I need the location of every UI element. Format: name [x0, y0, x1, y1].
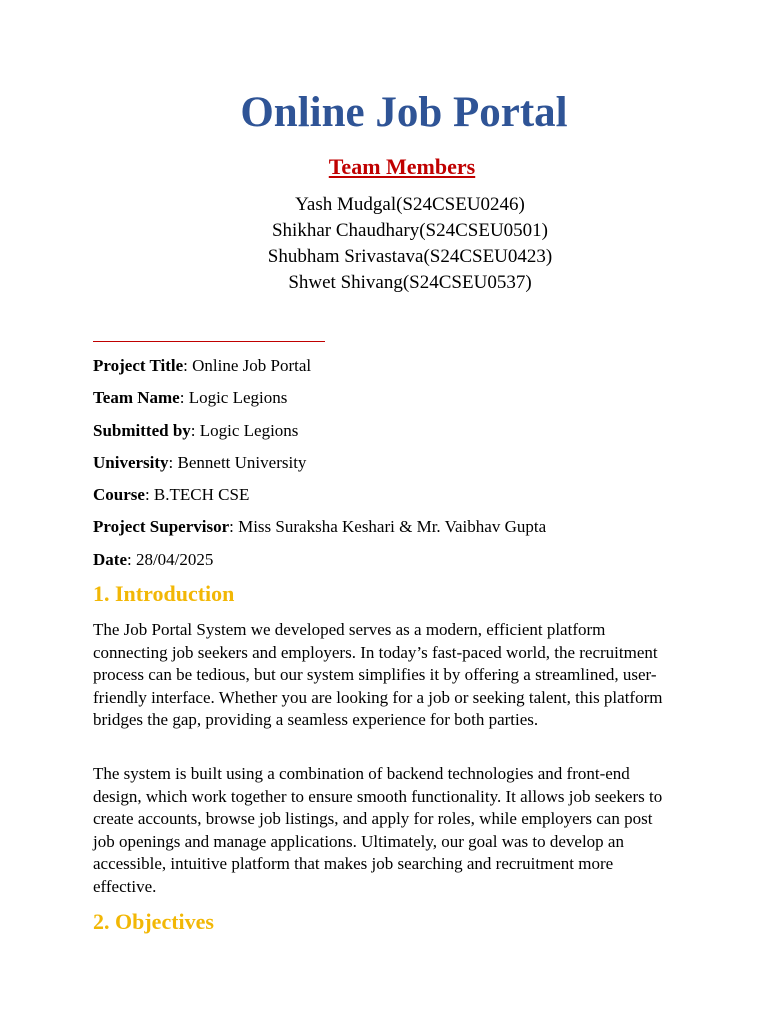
team-member: Yash Mudgal(S24CSEU0246) — [295, 194, 525, 215]
document-title: Online Job Portal — [240, 89, 568, 136]
team-member: Shwet Shivang(S24CSEU0537) — [288, 272, 532, 293]
info-value: : Logic Legions — [190, 420, 299, 440]
info-row-course — [93, 483, 693, 507]
info-value: : 28/04/2025 — [126, 549, 214, 569]
introduction-paragraph-1: The Job Portal System we developed serves as a modern, efficient platform connecting job seekers and employers. In today’s fast-paced world, the recruitment process can be tedious, but our system simplifies it by offering a streamlined, user-friendly interface. Whether you are looking for a job or seeking talent, this platform bridges the gap, providing a seamless experience for both parties. — [93, 620, 663, 729]
info-row-submitted-by — [93, 419, 693, 443]
info-row-team-name — [93, 386, 693, 410]
info-label: Course — [93, 485, 145, 505]
info-row-date — [93, 548, 693, 572]
info-value: : Bennett University — [168, 452, 307, 472]
info-label: Team Name — [93, 388, 180, 408]
info-label: Project Supervisor — [93, 517, 230, 537]
info-label: Submitted by — [93, 420, 191, 440]
info-label: Project Title — [93, 356, 184, 375]
introduction-paragraph-2: The system is built using a combination of backend technologies and front-end design, which work together to ensure smooth functionality. It allows job seekers to create accounts, browse job listings, and apply for roles, while employers can post job openings and manage applications. Ultimately, our goal was to develop an accessible, intuitive platform that makes job searching and recruitment more effective. — [93, 764, 663, 896]
info-label: University — [93, 452, 169, 472]
info-value: : Miss Suraksha Keshari & Mr. Vaibhav Gupta — [229, 517, 547, 537]
info-value: : B.TECH CSE — [144, 485, 250, 505]
info-row-university — [93, 451, 693, 475]
objectives-heading: 2. Objectives — [93, 909, 214, 934]
team-members-list — [0, 192, 768, 296]
team-members-heading: Team Members — [328, 154, 476, 179]
info-label: Date — [93, 549, 127, 569]
introduction-heading: 1. Introduction — [93, 581, 235, 606]
project-info-list — [93, 354, 693, 580]
info-row-project-supervisor — [93, 515, 693, 539]
info-value: : Online Job Portal — [183, 356, 312, 375]
team-member: Shikhar Chaudhary(S24CSEU0501) — [271, 220, 548, 241]
info-value: : Logic Legions — [179, 388, 288, 408]
team-member: Shubham Srivastava(S24CSEU0423) — [267, 246, 553, 267]
section-divider — [93, 341, 325, 342]
info-row-project-title — [93, 354, 693, 378]
